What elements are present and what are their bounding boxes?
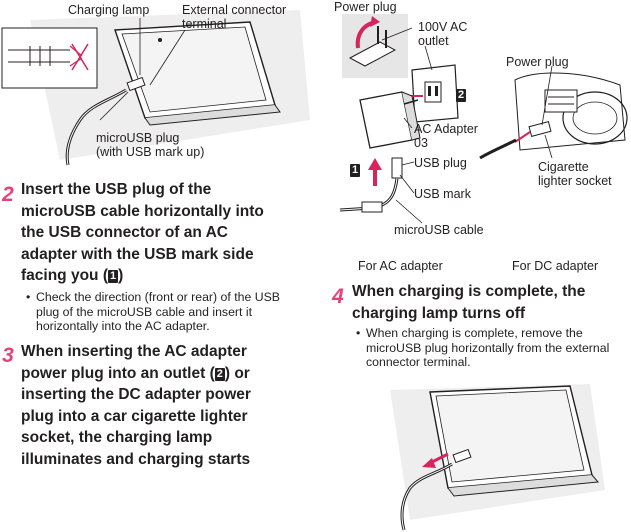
step-3-title-pre: When inserting the AC adapter power plug into an outlet ( (21, 343, 247, 382)
charging-lamp-label: Charging lamp (68, 3, 150, 17)
step-4-bullet: • When charging is complete, remove the microUSB plug horizontally from the external connector terminal. (366, 326, 631, 370)
unplug-illustration (370, 380, 610, 532)
power-plug-label-left: Power plug (334, 0, 397, 14)
external-connector-label: External connector terminal (182, 3, 287, 31)
usb-mark-label: USB mark (414, 187, 471, 201)
caption-dc-adapter: For DC adapter (512, 259, 599, 273)
outlet-label: 100V AC outlet (418, 20, 468, 48)
adapter-illustration (320, 0, 631, 275)
step-3-title (21, 341, 311, 470)
power-plug-label-right: Power plug (506, 55, 569, 69)
step-2-bullet: • Check the direction (front or rear) of the USB plug of the microUSB cable and insert it horizontally into the AC adapter. (36, 290, 311, 334)
step-3-badge: 2 (216, 367, 223, 380)
step-2-title-post: ) (118, 267, 124, 284)
step-number-4 (331, 284, 345, 306)
microusb-plug-label: microUSB plug (with USB mark up) (96, 131, 205, 159)
caption-ac-adapter: For AC adapter (358, 259, 443, 273)
step-number-4-text: 4 (332, 285, 344, 308)
callout-badge-2: 2 (458, 89, 465, 101)
step-number-3-text: 3 (2, 344, 14, 367)
step-2-title (21, 179, 311, 287)
callout-badge-1: 1 (352, 164, 359, 176)
step-number-2 (1, 182, 15, 204)
ac-adapter-label: AC Adapter 03 (414, 122, 478, 150)
cigarette-socket-label: Cigarette lighter socket (538, 160, 612, 188)
phone-charging-illustration (0, 0, 320, 170)
step-2-title-pre: Insert the USB plug of the microUSB cable horizontally into the USB connector of an AC adapter with the USB mark side facing you ( (21, 181, 264, 284)
step-4-title: When charging is complete, the charging lamp turns off (352, 283, 586, 322)
microusb-cable-label: microUSB cable (394, 223, 484, 237)
step-3-title-post: ) or inserting the DC adapter power plug into a car cigarette lighter socket, the charging lamp illuminates and charging starts (21, 364, 251, 468)
step-2-badge: 1 (109, 270, 117, 282)
usb-plug-label: USB plug (414, 156, 467, 170)
unplug-drawing (370, 380, 610, 532)
step-number-2-text: 2 (2, 183, 14, 206)
step-number-3 (1, 343, 15, 365)
